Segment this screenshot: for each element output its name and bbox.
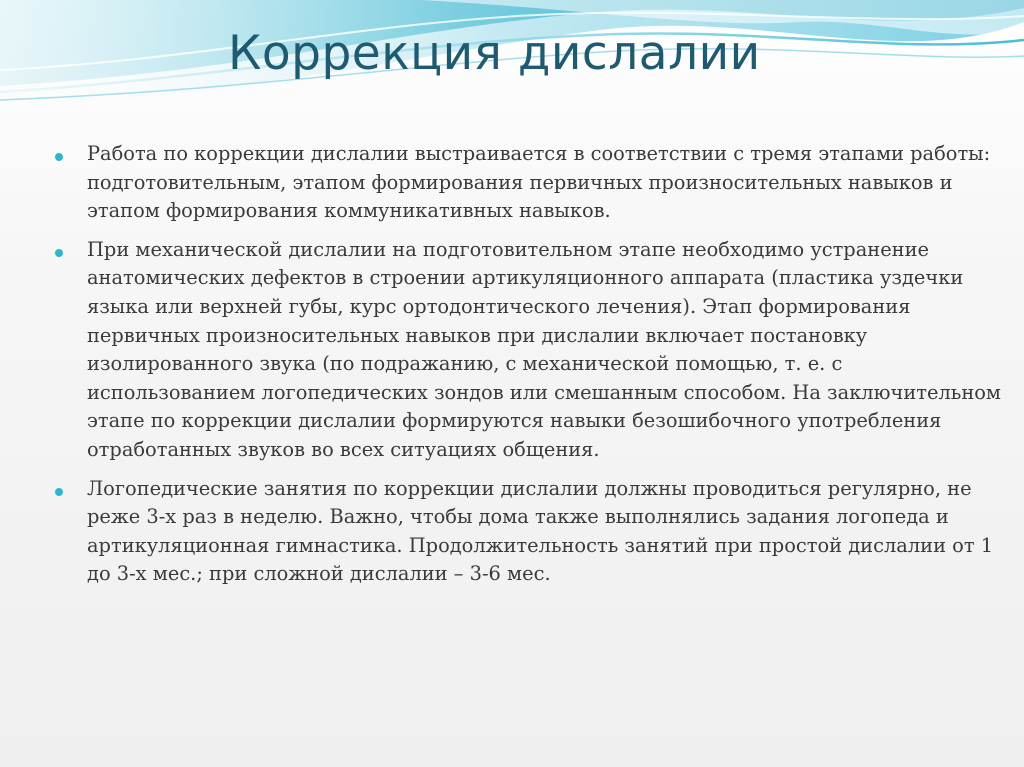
bullet-dot-icon [55, 488, 63, 496]
bullet-text: Логопедические занятия по коррекции дислалии должны проводиться регулярно, не реже 3-х раз в неделю. Важно, чтобы дома также выполнялись задания логопеда и артикуляционная гимнастика. Продолжительность занятий при простой дислалии от 1 до 3-х мес.; при сложной дислалии – 3-6 мес. [87, 476, 994, 586]
bullet-dot-icon [55, 249, 63, 257]
bullet-dot-icon [55, 153, 63, 161]
bullet-item [44, 475, 1004, 589]
slide-title: Коррекция дислалии [228, 26, 761, 81]
bullet-list [44, 140, 1004, 599]
bullet-text: Работа по коррекции дислалии выстраивается в соответствии с тремя этапами работы: подготовительным, этапом формирования первичных произносительных навыков и этапом формирования коммуникативных навыков. [87, 142, 991, 223]
bullet-text: При механической дислалии на подготовительном этапе необходимо устранение анатомических дефектов в строении артикуляционного аппарата (пластика уздечки языка или верхней губы, курс ортодонтического лечения). Этап формирования первичных произносительных навыков при дислалии включает постановку изолированного звука (по подражанию, с механической помощью, т. е. с использованием логопедических зондов или смешанным способом. На заключительном этапе по коррекции дислалии формируются навыки безошибочного употребления отработанных звуков во всех ситуациях общения. [87, 237, 1002, 461]
bullet-item [44, 236, 1004, 465]
bullet-item [44, 140, 1004, 226]
